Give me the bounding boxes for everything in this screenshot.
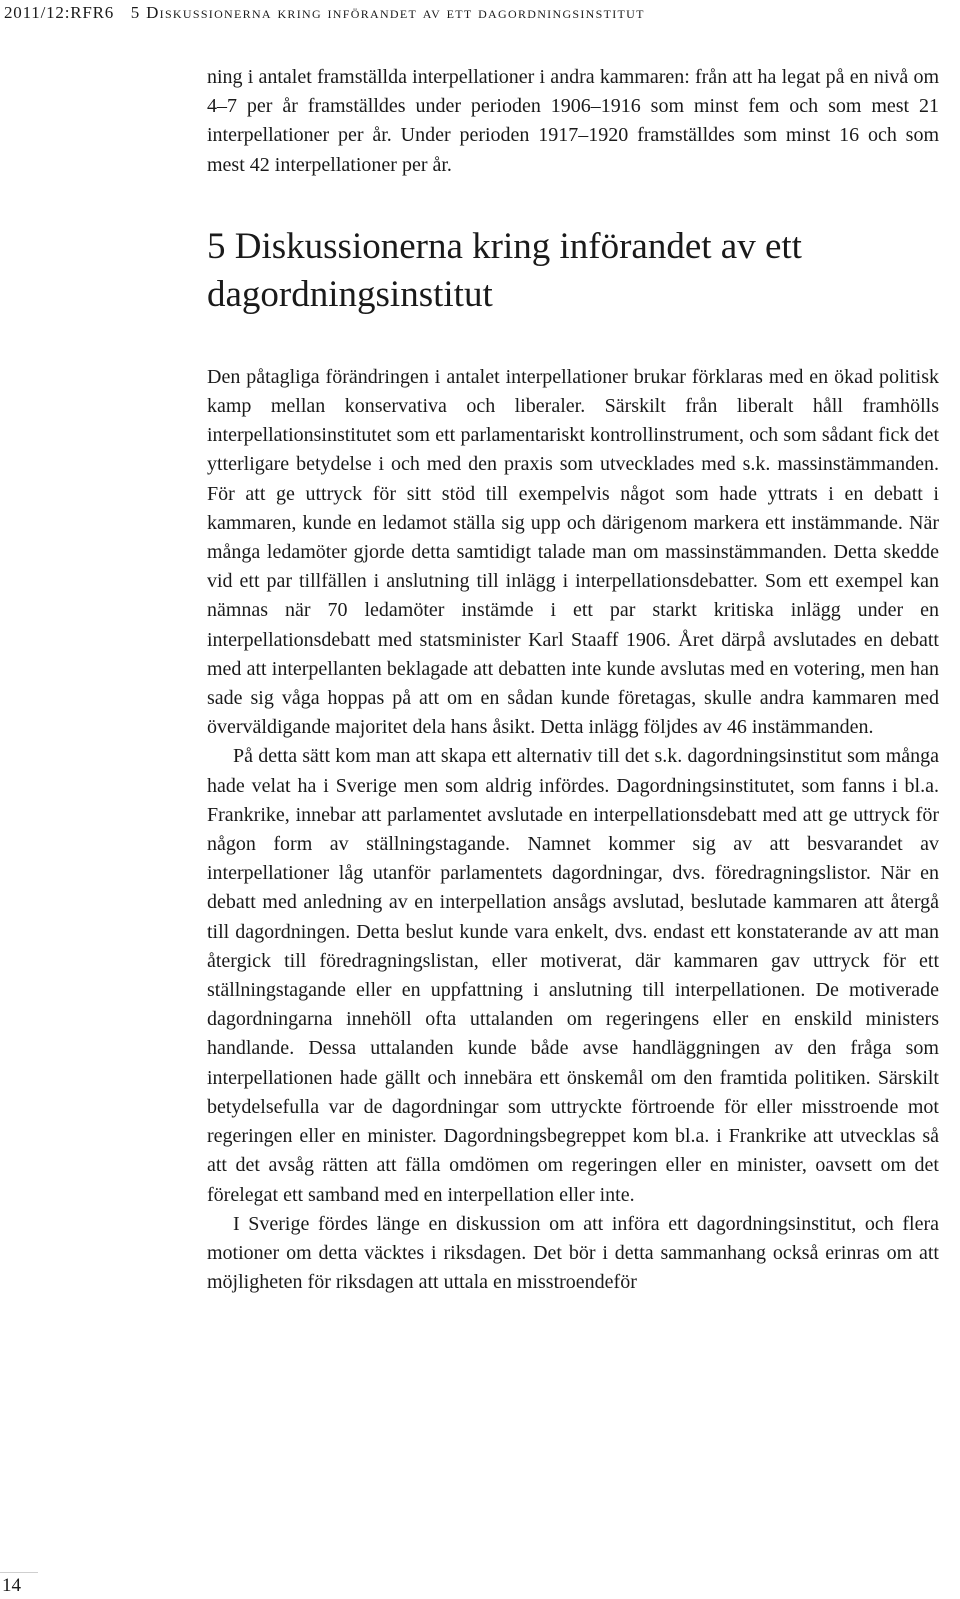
running-header [4,0,645,28]
chapter-title: 5 Diskussionerna kring införandet av ett dagordningsinstitut [130,3,645,22]
section-body [207,363,939,1298]
page-number: 14 [0,1572,38,1598]
intro-paragraph: ning i antalet framställda interpellationer i andra kammaren: från att ha legat på en nivå om 4–7 per år framställdes under perioden 1906–1916 som minst fem och som mest 21 interpellationer per år. Under perioden 1917–1920 framställdes som minst 16 och som mest 42 interpellationer per år. [207,66,939,176]
body-paragraph-1: Den påtagliga förändringen i antalet interpellationer brukar förklaras med en ökad politisk kamp mellan konservativa och liberaler. Särskilt från liberalt håll framhölls interpellationsinstitutet som ett parlamentariskt kontrollinstrument, och som sådant fick det ytterligare betydelse i och med den praxis som utvecklades med s.k. massinstämmanden. För att ge uttryck för sitt stöd till exempelvis något som hade yttrats i en debatt i kammaren, kunde en ledamot ställa sig upp och därigenom markera ett instämmande. När många ledamöter gjorde detta samtidigt talade man om massinstämmanden. Detta skedde vid ett par tillfällen i anslutning till inlägg i interpellationsdebatter. Som ett exempel kan nämnas när 70 ledamöter instämde i ett par starkt kritiska inlägg under en interpellationsdebatt med statsminister Karl Staaff 1906. Året därpå avslutades en debatt med att interpellanten beklagade att debatten inte kunde avslutas med en votering, men han sade sig våga hoppas på att om en sådan kunde företagas, skulle andra kammaren med överväldigande majoritet dela hans åsikt. Detta inlägg följdes av 46 instämmanden. [207,365,939,739]
body-paragraph-2: På detta sätt kom man att skapa ett alternativ till det s.k. dagordningsinstitut som många hade velat ha i Sverige men som aldrig infördes. Dagordningsinstitutet, som fanns i bl.a. Frankrike, innebar att parlamentet avslutade en interpellationsdebatt med att ge uttryck för någon form av ställningstagande. Namnet kommer sig av att besvarandet av interpellationer låg utanför parlamentets dagordningar, dvs. föredragningslistor. När en debatt med anledning av en interpellation ansågs avslutad, beslutade kammaren att återgå till dagordningen. Detta beslut kunde vara enkelt, dvs. endast ett konstaterande av att man återgick till föredragningslistan, eller motiverat, där kammaren gav uttryck för ett ställningstagande eller en uppfattning i anslutning till interpellationen. De motiverade dagordningarna innehöll ofta uttalanden om regeringens eller en enskild ministers handlande. Dessa uttalanden kunde både avse handläggningen av den fråga som interpellationen hade gällt och innebära ett önskemål om den framtida politiken. Särskilt betydelsefulla var de dagordningar som uttryckte förtroende för eller misstroende mot regeringen eller en minister. Dagordningsbegreppet kom bl.a. i Frankrike att utvecklas så att det avsåg rätten att fälla omdömen om regeringen eller en minister, oavsett om det förelegat ett samband med en interpellation eller inte. [207,745,939,1206]
document-id: 2011/12:RFR6 [4,3,115,22]
section-heading: 5 Diskussionerna kring införandet av ett dagordningsinstitut [207,225,802,315]
page-content [207,63,939,1297]
body-paragraph-3: I Sverige fördes länge en diskussion om att införa ett dagordningsinstitut, och flera motioner om detta väcktes i riksdagen. Det bör i detta sammanhang också erinras om att möjligheten för riksdagen att uttala en misstroendeför [207,1212,939,1294]
